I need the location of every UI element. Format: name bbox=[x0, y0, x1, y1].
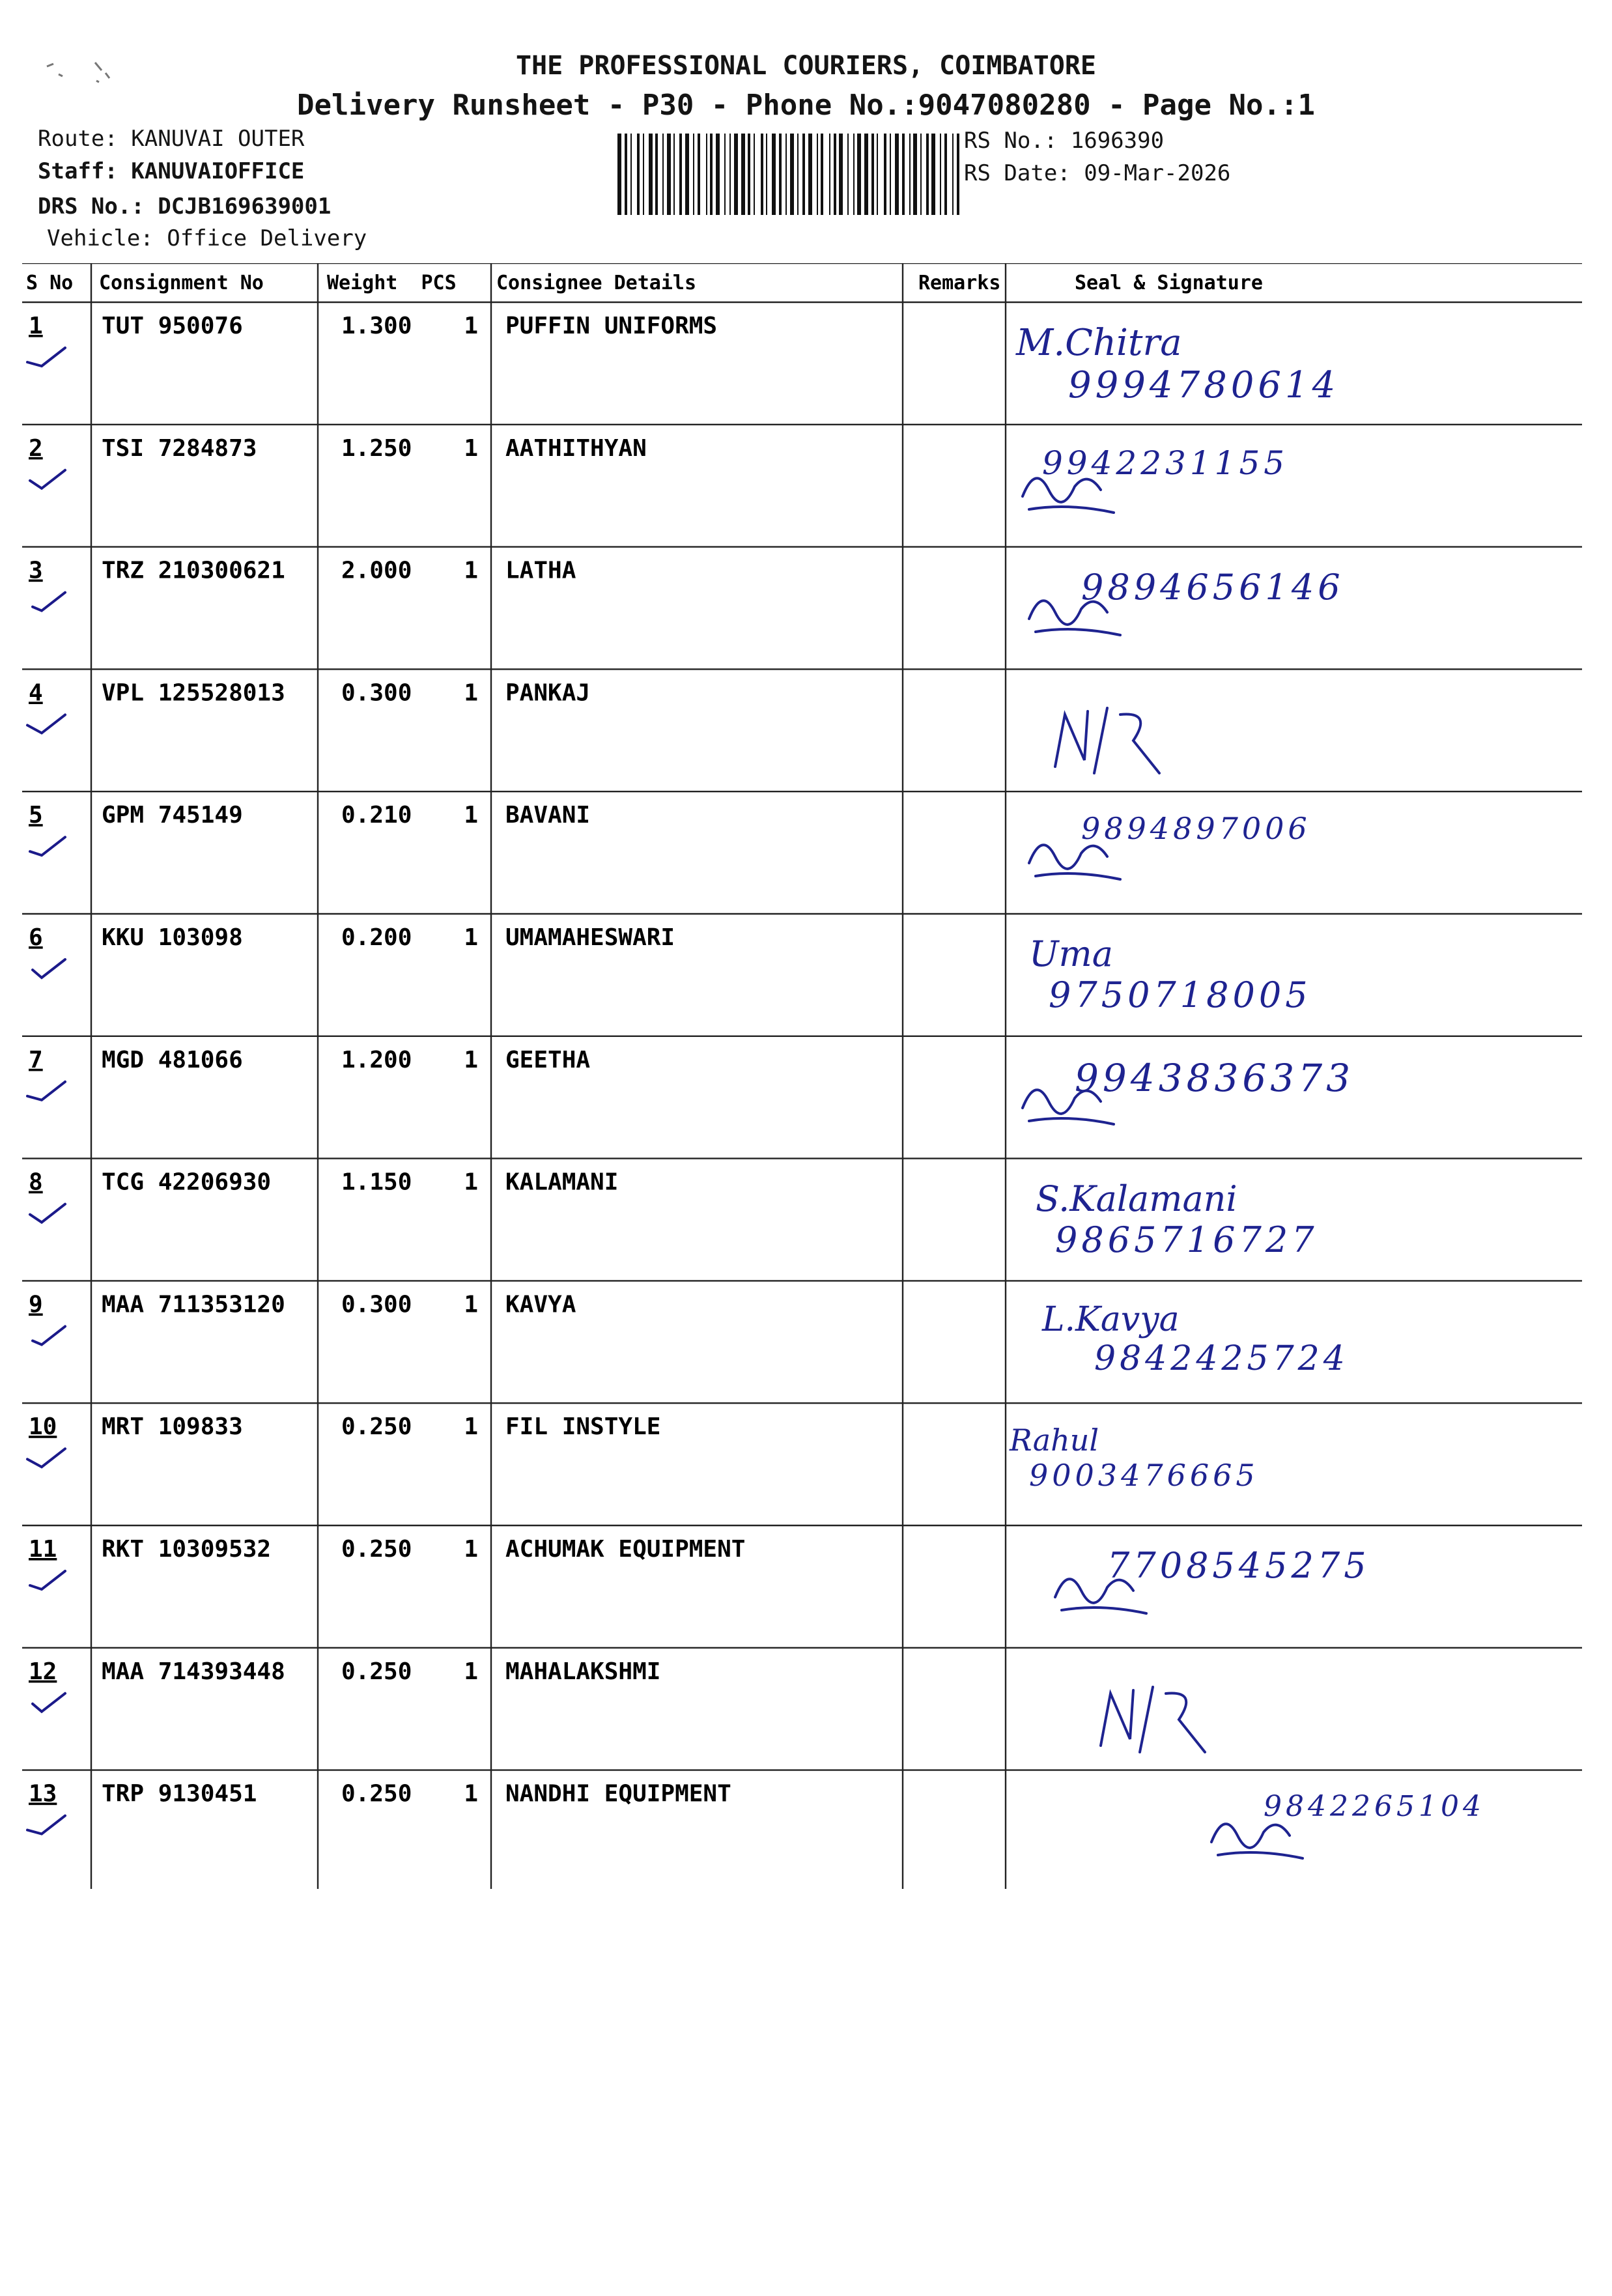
row-weight: 0.200 bbox=[341, 924, 412, 951]
row-pcs: 1 bbox=[464, 1658, 478, 1685]
row-consignee: GEETHA bbox=[505, 1046, 591, 1073]
delivered-tick-mark bbox=[33, 1326, 65, 1344]
delivered-tick-mark bbox=[27, 348, 65, 366]
barcode-bar bbox=[754, 134, 755, 215]
barcode-bar bbox=[957, 134, 959, 215]
header-consignee: Consignee Details bbox=[496, 272, 697, 294]
row-sno: 2 bbox=[29, 434, 43, 462]
row-consignment-no: MGD 481066 bbox=[102, 1046, 243, 1073]
row-weight: 2.000 bbox=[341, 557, 412, 584]
table-header-row bbox=[26, 272, 1263, 294]
row-consignee: NANDHI EQUIPMENT bbox=[505, 1780, 731, 1807]
barcode-bar bbox=[625, 134, 627, 215]
signature-scribble bbox=[1094, 1674, 1264, 1759]
barcode-bar bbox=[761, 134, 763, 215]
barcode-bar bbox=[667, 134, 671, 215]
header-weight-pcs: Weight PCS bbox=[327, 272, 457, 294]
delivered-tick-mark bbox=[30, 837, 65, 855]
row-weight: 1.150 bbox=[341, 1169, 412, 1196]
header-sno: S No bbox=[26, 272, 74, 294]
row-pcs: 1 bbox=[464, 1169, 478, 1196]
row-consignment-no: TSI 7284873 bbox=[102, 434, 257, 462]
row-weight: 0.250 bbox=[341, 1780, 412, 1807]
barcode-bar bbox=[877, 134, 878, 215]
table-row bbox=[29, 435, 647, 489]
delivered-tick-mark bbox=[27, 715, 65, 733]
row-pcs: 1 bbox=[464, 1413, 478, 1441]
delivered-tick-mark bbox=[27, 1816, 65, 1834]
header-consignment: Consignment No bbox=[99, 272, 264, 294]
barcode-bar bbox=[766, 134, 767, 215]
row-consignment-no: VPL 125528013 bbox=[102, 679, 285, 707]
barcode-bar bbox=[779, 134, 782, 215]
row-sno: 8 bbox=[29, 1169, 43, 1196]
barcode-bar bbox=[724, 134, 726, 215]
barcode-bar bbox=[716, 134, 720, 215]
barcode-bar bbox=[808, 134, 812, 215]
barcode-bar bbox=[643, 134, 644, 215]
row-sno: 5 bbox=[29, 802, 43, 829]
barcode-bar bbox=[729, 134, 731, 215]
signature-phone: 9943836373 bbox=[1075, 1055, 1355, 1100]
barcode-bar bbox=[839, 134, 843, 215]
row-consignee: UMAMAHESWARI bbox=[505, 924, 675, 951]
barcode-bar bbox=[944, 134, 947, 215]
barcode-bar bbox=[926, 134, 929, 215]
row-signature bbox=[1016, 322, 1339, 406]
row-consignee: PUFFIN UNIFORMS bbox=[505, 313, 718, 339]
delivered-tick-mark bbox=[30, 470, 65, 489]
row-pcs: 1 bbox=[464, 924, 478, 951]
signature-phone: 9865716727 bbox=[1055, 1219, 1318, 1260]
company-name: THE PROFESSIONAL COURIERS, COIMBATORE bbox=[515, 51, 1097, 81]
row-consignment-no: KKU 103098 bbox=[102, 924, 243, 951]
signature-name: Uma bbox=[1029, 933, 1113, 974]
barcode-bar bbox=[630, 134, 632, 215]
barcode-bar bbox=[772, 134, 776, 215]
signature-scribble bbox=[1049, 695, 1218, 780]
route-label: Route: KANUVAI OUTER bbox=[38, 126, 305, 152]
signature-phone: 9003476665 bbox=[1029, 1458, 1259, 1494]
barcode-bar bbox=[853, 134, 855, 215]
barcode-bar bbox=[913, 134, 917, 215]
header-seal-signature: Seal & Signature bbox=[1075, 272, 1263, 294]
row-weight: 0.250 bbox=[341, 1413, 412, 1441]
row-pcs: 1 bbox=[464, 557, 478, 584]
barcode-bar bbox=[673, 134, 675, 215]
row-signature bbox=[1029, 933, 1312, 1015]
row-pcs: 1 bbox=[464, 1046, 478, 1073]
barcode-bar bbox=[834, 134, 836, 215]
barcode-bar bbox=[884, 134, 886, 215]
table-row bbox=[29, 558, 576, 611]
table-row bbox=[27, 679, 590, 733]
barcode-bar bbox=[802, 134, 805, 215]
row-weight: 0.250 bbox=[341, 1658, 412, 1685]
table-row bbox=[29, 1536, 745, 1589]
row-pcs: 1 bbox=[464, 313, 478, 339]
row-sno: 6 bbox=[29, 924, 43, 951]
row-consignment-no: MAA 714393448 bbox=[102, 1658, 285, 1685]
barcode-bar bbox=[890, 134, 891, 215]
signature-scribble bbox=[1205, 1796, 1374, 1881]
barcode bbox=[617, 134, 963, 215]
row-signature bbox=[1010, 1423, 1259, 1493]
row-sno: 12 bbox=[29, 1658, 57, 1685]
signature-phone: 9894656146 bbox=[1081, 566, 1344, 608]
row-sno: 1 bbox=[29, 313, 43, 339]
table-row bbox=[27, 1413, 660, 1467]
row-consignment-no: TCG 42206930 bbox=[102, 1169, 272, 1196]
row-consignment-no: MAA 711353120 bbox=[102, 1291, 285, 1318]
row-signature bbox=[1036, 1178, 1318, 1260]
signature-scribble bbox=[1016, 451, 1185, 535]
signature-phone: 7708545275 bbox=[1107, 1545, 1370, 1586]
row-weight: 0.210 bbox=[341, 802, 412, 829]
sheet-title-text: Delivery Runsheet - P30 - Phone No.:9047080280 - Page No.:1 bbox=[297, 89, 1315, 122]
barcode-bar bbox=[847, 134, 849, 215]
row-pcs: 1 bbox=[464, 1291, 478, 1318]
table-rows bbox=[27, 313, 745, 1834]
row-sno: 9 bbox=[29, 1291, 43, 1318]
barcode-bar bbox=[617, 134, 621, 215]
barcode-bar bbox=[649, 134, 653, 215]
signature-scribble bbox=[1049, 1552, 1218, 1636]
signature-phone: 9894897006 bbox=[1081, 811, 1311, 847]
row-sno: 10 bbox=[29, 1413, 57, 1441]
row-sno: 4 bbox=[29, 679, 43, 707]
barcode-bar bbox=[706, 134, 707, 215]
barcode-bar bbox=[679, 134, 682, 215]
staff-label: Staff: KANUVAIOFFICE bbox=[38, 158, 305, 184]
barcode-bar bbox=[734, 134, 738, 215]
signature-phone: 9750718005 bbox=[1049, 974, 1312, 1015]
barcode-bar bbox=[895, 134, 899, 215]
row-consignee: AATHITHYAN bbox=[505, 434, 647, 462]
barcode-bar bbox=[857, 134, 861, 215]
row-weight: 0.300 bbox=[341, 679, 412, 707]
row-weight: 0.300 bbox=[341, 1291, 412, 1318]
row-consignee: KAVYA bbox=[505, 1291, 576, 1318]
table-row bbox=[29, 1291, 576, 1344]
header-remarks: Remarks bbox=[918, 272, 1001, 294]
row-consignee: ACHUMAK EQUIPMENT bbox=[505, 1536, 746, 1563]
delivered-tick-mark bbox=[27, 1449, 65, 1467]
delivered-tick-mark bbox=[30, 1204, 65, 1223]
barcode-bar bbox=[871, 134, 874, 215]
table-row bbox=[27, 1047, 590, 1100]
barcode-bar bbox=[698, 134, 700, 215]
barcode-bar bbox=[710, 134, 713, 215]
row-consignment-no: GPM 745149 bbox=[102, 802, 243, 829]
signature-scribble bbox=[1016, 1062, 1185, 1147]
row-consignment-no: TRZ 210300621 bbox=[102, 557, 285, 584]
barcode-bar bbox=[790, 134, 794, 215]
barcode-bar bbox=[748, 134, 750, 215]
signature-scribble bbox=[1023, 817, 1192, 902]
row-pcs: 1 bbox=[464, 434, 478, 462]
barcode-bar bbox=[864, 134, 868, 215]
rs-number: RS No.: 1696390 bbox=[964, 128, 1165, 154]
delivered-tick-mark bbox=[33, 959, 65, 978]
table-row bbox=[29, 1169, 618, 1223]
delivered-tick-mark bbox=[33, 593, 65, 611]
row-weight: 1.200 bbox=[341, 1046, 412, 1073]
delivered-tick-mark bbox=[27, 1082, 65, 1100]
row-sno: 7 bbox=[29, 1046, 43, 1073]
row-consignment-no: TRP 9130451 bbox=[102, 1780, 257, 1807]
delivered-tick-mark bbox=[30, 1571, 65, 1589]
row-signature bbox=[1042, 1300, 1349, 1378]
sheet-title bbox=[0, 89, 1612, 122]
row-pcs: 1 bbox=[464, 1536, 478, 1563]
row-sno: 13 bbox=[29, 1780, 57, 1807]
barcode-bar bbox=[902, 134, 905, 215]
row-pcs: 1 bbox=[464, 1780, 478, 1807]
barcode-bar bbox=[662, 134, 664, 215]
table-row bbox=[29, 802, 590, 855]
row-consignee: KALAMANI bbox=[505, 1169, 619, 1196]
barcode-bar bbox=[940, 134, 941, 215]
barcode-bar bbox=[655, 134, 658, 215]
barcode-bar bbox=[920, 134, 922, 215]
barcode-bar bbox=[952, 134, 954, 215]
barcode-bar bbox=[741, 134, 745, 215]
barcode-bar bbox=[821, 134, 823, 215]
barcode-bar bbox=[685, 134, 689, 215]
row-consignee: FIL INSTYLE bbox=[505, 1413, 661, 1441]
signature-phone: 9994780614 bbox=[1068, 364, 1340, 406]
delivered-tick-mark bbox=[33, 1694, 65, 1712]
barcode-bar bbox=[817, 134, 818, 215]
row-sno: 11 bbox=[29, 1536, 57, 1563]
table-row bbox=[29, 1658, 660, 1712]
row-consignment-no: TUT 950076 bbox=[102, 313, 243, 339]
barcode-bar bbox=[829, 134, 830, 215]
row-consignment-no: RKT 10309532 bbox=[102, 1536, 272, 1563]
row-weight: 0.250 bbox=[341, 1536, 412, 1563]
row-consignee: BAVANI bbox=[505, 802, 591, 829]
signature-name: L.Kavya bbox=[1042, 1300, 1180, 1340]
barcode-bar bbox=[785, 134, 787, 215]
row-pcs: 1 bbox=[464, 679, 478, 707]
row-consignee: LATHA bbox=[505, 557, 576, 584]
table-row bbox=[27, 313, 717, 366]
barcode-bar bbox=[931, 134, 935, 215]
vehicle-label: Vehicle: Office Delivery bbox=[47, 225, 367, 251]
rs-date: RS Date: 09-Mar-2026 bbox=[964, 160, 1231, 186]
drs-number: DRS No.: DCJB169639001 bbox=[38, 193, 332, 220]
row-pcs: 1 bbox=[464, 802, 478, 829]
signature-name: M.Chitra bbox=[1016, 322, 1182, 364]
signature-name: Rahul bbox=[1010, 1423, 1099, 1458]
row-consignment-no: MRT 109833 bbox=[102, 1413, 243, 1441]
row-consignee: MAHALAKSHMI bbox=[505, 1658, 661, 1685]
table-row bbox=[27, 1781, 731, 1834]
table-row bbox=[29, 924, 675, 978]
signature-phone: 9942231155 bbox=[1042, 444, 1289, 482]
signature-phone: 9842425724 bbox=[1094, 1339, 1349, 1379]
barcode-bar bbox=[797, 134, 799, 215]
signature-name: S.Kalamani bbox=[1036, 1178, 1237, 1219]
row-sno: 3 bbox=[29, 557, 43, 584]
barcode-bar bbox=[637, 134, 640, 215]
barcode-bar bbox=[909, 134, 911, 215]
row-consignee: PANKAJ bbox=[505, 679, 591, 707]
signature-scribble bbox=[1023, 573, 1192, 658]
scan-marks-decoration bbox=[39, 52, 130, 91]
row-weight: 1.250 bbox=[341, 434, 412, 462]
signature-phone: 9842265104 bbox=[1264, 1789, 1485, 1823]
barcode-bar bbox=[693, 134, 694, 215]
row-weight: 1.300 bbox=[341, 313, 412, 339]
